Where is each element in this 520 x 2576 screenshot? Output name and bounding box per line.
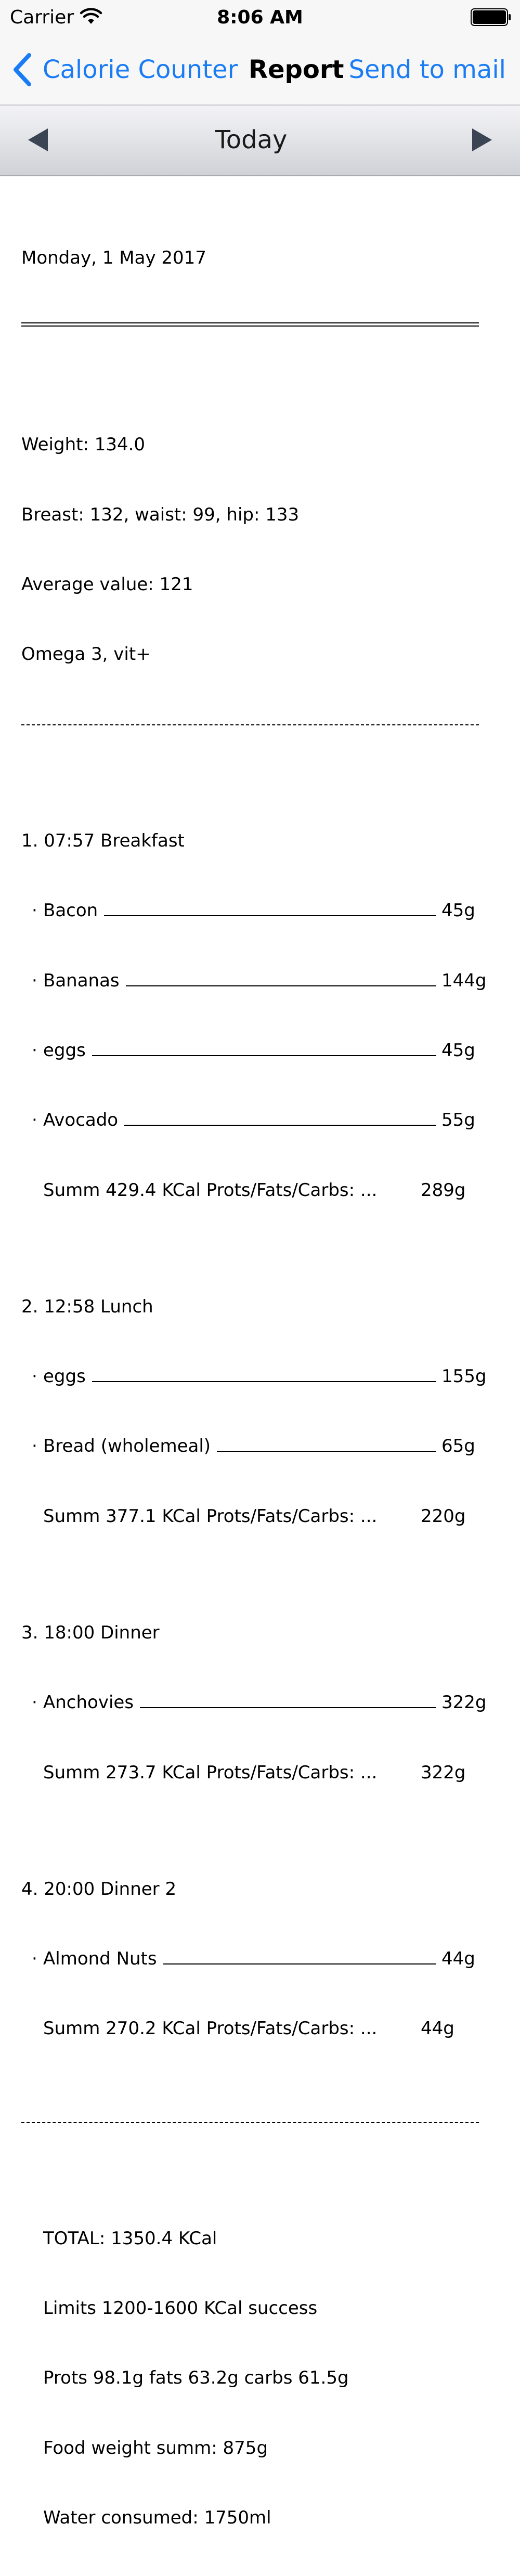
food-item: · eggs 155g xyxy=(21,1365,489,1388)
food-qty: 322g xyxy=(441,1692,487,1713)
carrier-label: Carrier xyxy=(10,7,74,28)
meal-summary-text: Summ 273.7 KCal Prots/Fats/Carbs: ... xyxy=(43,1762,378,1783)
meal-summary xyxy=(21,1505,479,1528)
food-qty: 45g xyxy=(441,900,475,921)
meal-summary-qty: 220g xyxy=(421,1505,466,1527)
meal-header: 2. 12:58 Lunch xyxy=(21,1296,153,1317)
navigation-bar xyxy=(0,34,520,106)
food-name: Bacon xyxy=(43,900,98,921)
meal-summary-qty: 322g xyxy=(421,1762,466,1783)
total-line: TOTAL: 1350.4 KCal xyxy=(43,2228,217,2249)
food-qty: 65g xyxy=(441,1436,475,1457)
double-divider xyxy=(21,322,479,327)
food-name: Anchovies xyxy=(43,1692,134,1713)
food-qty: 45g xyxy=(441,1039,475,1061)
meal-summary-qty: 289g xyxy=(421,1179,466,1201)
dashed-divider xyxy=(21,713,500,736)
measurements-line: Breast: 132, waist: 99, hip: 133 xyxy=(21,504,300,525)
food-item: · eggs 45g xyxy=(21,1039,489,1062)
meal-summary xyxy=(21,2017,479,2040)
meal-summary-text: Summ 429.4 KCal Prots/Fats/Carbs: ... xyxy=(43,1179,378,1201)
food-name: Bread (wholemeal) xyxy=(43,1436,211,1457)
food-qty: 44g xyxy=(441,1948,475,1969)
water-line: Water consumed: 1750ml xyxy=(43,2507,271,2529)
triangle-right-icon[interactable] xyxy=(469,127,493,152)
date-navigator xyxy=(0,106,520,176)
status-bar xyxy=(0,0,520,34)
food-item: · Bread (wholemeal) 65g xyxy=(21,1435,489,1458)
food-item: · Avocado 55g xyxy=(21,1109,489,1132)
average-line: Average value: 121 xyxy=(21,574,193,595)
send-to-mail-button[interactable]: Send to mail xyxy=(348,55,506,84)
battery-icon xyxy=(471,8,511,26)
macros-line: Prots 98.1g fats 63.2g carbs 61.5g xyxy=(43,2367,349,2389)
food-item: · Bananas 144g xyxy=(21,969,489,993)
food-item: · Anchovies 322g xyxy=(21,1691,489,1714)
report-body xyxy=(21,200,500,2576)
meal-summary-qty: 44g xyxy=(421,2018,454,2039)
meal-header: 4. 20:00 Dinner 2 xyxy=(21,1878,177,1900)
date-label: Today xyxy=(215,125,288,154)
meal-header: 1. 07:57 Breakfast xyxy=(21,830,185,851)
food-weight-line: Food weight summ: 875g xyxy=(43,2437,268,2458)
meal-summary-text: Summ 377.1 KCal Prots/Fats/Carbs: ... xyxy=(43,1505,378,1527)
status-time: 8:06 AM xyxy=(217,7,303,28)
food-name: Bananas xyxy=(43,970,120,991)
dashed-divider xyxy=(21,2111,500,2134)
food-qty: 55g xyxy=(441,1110,475,1131)
page-title: Report xyxy=(249,55,344,84)
food-qty: 144g xyxy=(441,970,487,991)
back-label: Calorie Counter xyxy=(43,55,238,84)
food-item: · Almond Nuts 44g xyxy=(21,1947,489,1971)
food-name: Almond Nuts xyxy=(43,1948,157,1969)
weight-line: Weight: 134.0 xyxy=(21,434,146,456)
supplements-line: Omega 3, vit+ xyxy=(21,644,151,665)
food-name: eggs xyxy=(43,1366,86,1387)
limits-line: Limits 1200-1600 KCal success xyxy=(43,2297,318,2319)
report-date: Monday, 1 May 2017 xyxy=(21,247,206,268)
food-name: eggs xyxy=(43,1039,86,1061)
meal-summary-text: Summ 270.2 KCal Prots/Fats/Carbs: ... xyxy=(43,2018,378,2039)
food-name: Avocado xyxy=(43,1110,119,1131)
meal-summary xyxy=(21,1761,479,1785)
back-chevron-icon xyxy=(10,52,33,87)
food-item: · Bacon 45g xyxy=(21,899,489,922)
back-button[interactable] xyxy=(10,50,238,89)
meal-summary xyxy=(21,1179,479,1202)
food-qty: 155g xyxy=(441,1366,487,1387)
meal-header: 3. 18:00 Dinner xyxy=(21,1622,160,1643)
